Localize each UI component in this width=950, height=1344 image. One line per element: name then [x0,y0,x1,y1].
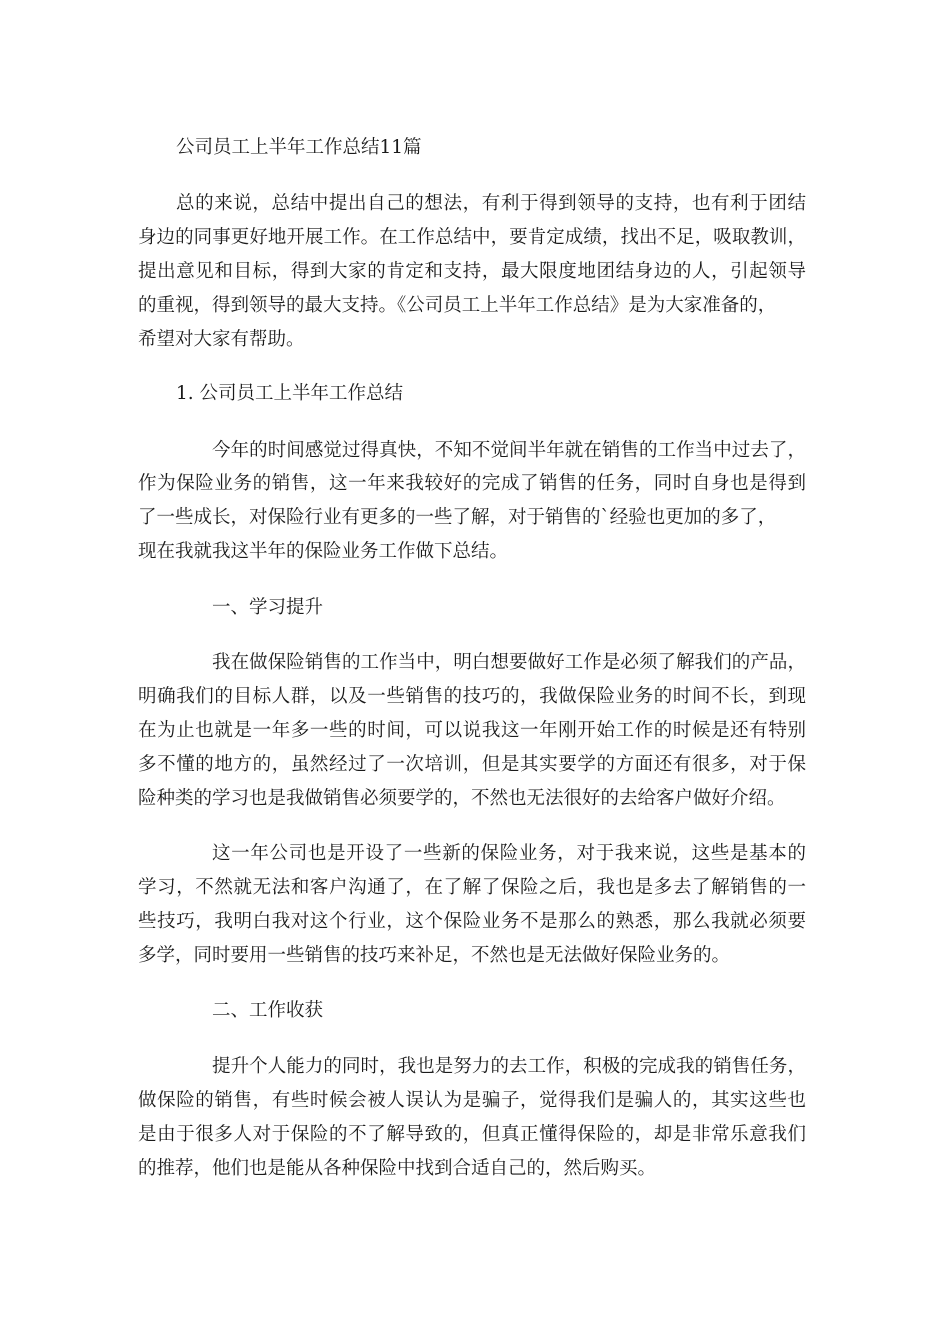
paragraph-line: 现在我就我这半年的保险业务工作做下总结。 [138,541,509,562]
paragraph-line: 我在做保险销售的工作当中，明白想要做好工作是必须了解我们的产品， [212,652,806,673]
intro-line: 提出意见和目标，得到大家的肯定和支持，最大限度地团结身边的人，引起领导 [138,261,806,282]
paragraph-line: 做保险的销售，有些时候会被人误认为是骗子，觉得我们是骗人的，其实这些也 [138,1090,806,1111]
paragraph-line: 明确我们的目标人群，以及一些销售的技巧的，我做保险业务的时间不长，到现 [138,686,806,707]
paragraph-line: 作为保险业务的销售，这一年来我较好的完成了销售的任务，同时自身也是得到 [138,473,806,494]
subheading-learning: 一、学习提升 [212,597,324,618]
paragraph-line: 今年的时间感觉过得真快，不知不觉间半年就在销售的工作当中过去了， [212,440,806,461]
paragraph-line: 多不懂的地方的，虽然经过了一次培训，但是其实要学的方面还有很多，对于保 [138,754,806,775]
intro-line: 的重视，得到领导的最大支持。《公司员工上半年工作总结》是为大家准备的， [138,295,777,316]
paragraph-line: 多学，同时要用一些销售的技巧来补足，不然也是无法做好保险业务的。 [138,945,731,966]
paragraph-line: 是由于很多人对于保险的不了解导致的，但真正懂得保险的，却是非常乐意我们 [138,1124,806,1145]
intro-line: 身边的同事更好地开展工作。在工作总结中，要肯定成绩，找出不足，吸取教训， [138,227,806,248]
paragraph-line: 学习，不然就无法和客户沟通了，在了解了保险之后，我也是多去了解销售的一 [138,877,806,898]
paragraph-line: 些技巧，我明白我对这个行业，这个保险业务不是那么的熟悉，那么我就必须要 [138,911,806,932]
intro-line: 总的来说，总结中提出自己的想法，有利于得到领导的支持，也有利于团结 [176,193,806,214]
paragraph-line: 在为止也就是一年多一些的时间，可以说我这一年刚开始工作的时候是还有特别 [138,720,806,741]
paragraph-line: 提升个人能力的同时，我也是努力的去工作，积极的完成我的销售任务， [212,1056,806,1077]
paragraph-line: 这一年公司也是开设了一些新的保险业务，对于我来说，这些是基本的 [212,843,806,864]
paragraph-line: 的推荐，他们也是能从各种保险中找到合适自己的，然后购买。 [138,1158,657,1179]
section-heading: 1. 公司员工上半年工作总结 [176,383,404,404]
paragraph-line: 了一些成长，对保险行业有更多的一些了解，对于销售的`经验也更加的多了， [138,507,777,528]
intro-line: 希望对大家有帮助。 [138,329,305,350]
subheading-gains: 二、工作收获 [212,1000,324,1021]
document-title: 公司员工上半年工作总结11篇 [176,137,422,158]
paragraph-line: 险种类的学习也是我做销售必须要学的，不然也无法很好的去给客户做好介绍。 [138,788,786,809]
